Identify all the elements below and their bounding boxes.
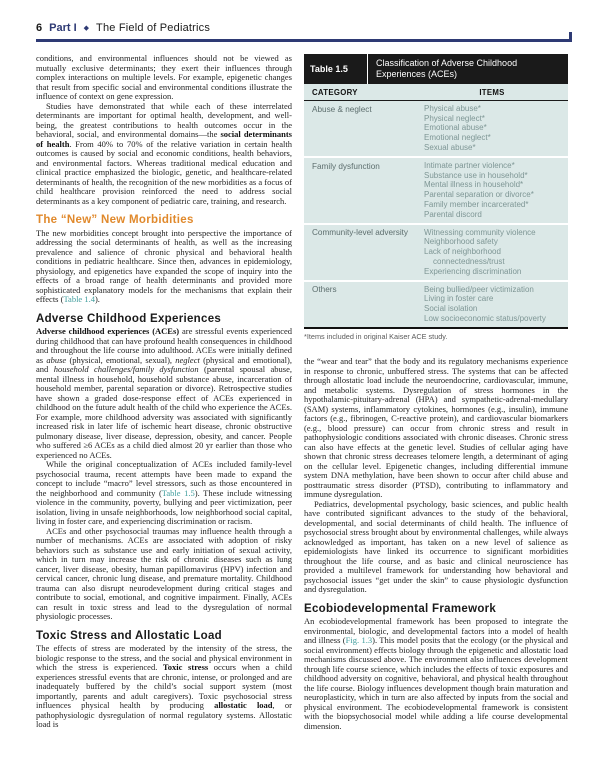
table-title: Classification of Adverse Childhood Experiences (ACEs) xyxy=(376,58,518,79)
table-item: Intimate partner violence* xyxy=(424,161,515,171)
table-item: Family member incarcerated* xyxy=(424,199,529,209)
table-footnote: *Items included in original Kaiser ACE study. xyxy=(304,332,448,342)
paragraph-pediatrics-advances: Pediatrics, developmental psychology, basic sciences, and public health have contributed significant advances to the study of the behavioral, developmental, and social determinants of child health. The influence of psychosocial stress brought about by environmental challenges, while always acknowledged as important, has taken on a new level of salience as epidemiologists have linked its occurrence to significant morbidities throughout the life course, and as basic and clinical neuroscience has provided a multilevel framework for understanding how behavioral and psychosocial issues “get under the skin” to cause physiologic dysfunction and dysregulation. xyxy=(304,498,568,595)
table-row xyxy=(304,223,568,280)
running-head xyxy=(36,22,570,34)
heading-toxic-stress: Toxic Stress and Allostatic Load xyxy=(36,629,222,642)
table-row xyxy=(304,156,568,223)
table-row xyxy=(304,101,568,156)
table-item: Social isolation xyxy=(424,304,478,314)
paragraph-toxic-stress: The effects of stress are moderated by the intensity of the stress, the biologic response to the stress, and the social and physical environment in which the stress is experienced. Toxic stress occurs when a child experiences stressful events that are chronic, intense, or prolonged and are inadequately buffered by the child’s social support system (most importantly, parents and adult caregivers). Toxic psychosocial stress influences physical health by producing allostatic load, or pathophysiologic dysregulation of normal regulatory systems. Allostatic load is xyxy=(36,643,292,729)
table-item: Substance use in household* xyxy=(424,170,528,180)
header-rule xyxy=(36,39,572,42)
table-row xyxy=(304,280,568,327)
ace-table-rows xyxy=(304,101,568,327)
table-item: Physical neglect* xyxy=(424,113,485,123)
heading-ecobiodevelopmental: Ecobiodevelopmental Framework xyxy=(304,602,497,615)
right-column xyxy=(304,54,568,731)
cross-reference-link[interactable]: Fig. 1.3 xyxy=(345,635,373,646)
heading-new-new-morbidities: The “New” New Morbidities xyxy=(36,214,194,226)
table-item: Witnessing community violence xyxy=(424,227,536,237)
paragraph-ecobiodevelopmental: An ecobiodevelopmental framework has been proposed to integrate the environmental, biologic, and developmental factors into a model of health and illness (Fig. 1.3). This model posits that the ecology (or the physical and social environment) effects biology through the epigenetic and allostatic load mechanisms discussed above. The environment also influences development through life course science, which includes the effects of toxic exposures and childhood adversity on cognitive, behavioral, and physical health throughout the life course. Biology influences development though brain maturation and neuroplasticity, which in turn are also affected by inputs from the social and physical environment. The ecobiodevelopmental framework is consistent with the biopsychosocial model while adding a life course developmental dimension. xyxy=(304,616,568,731)
table-header-bar xyxy=(304,54,568,84)
table-item: Living in foster care xyxy=(424,294,494,304)
table-cell-items xyxy=(424,161,560,219)
table-item: Parental separation or divorce* xyxy=(424,190,534,200)
paragraph-wear-and-tear: the “wear and tear” that the body and its regulatory mechanisms experience in response to chronic, unbuffered stress. The systems that can be affected through allostatic load include the neuroendocrine, cardiovascular, immune, and metabolic systems. Dysregulation of stress hormones in the hypothalamic-pituitary-adrenal (HPA) and sympathetic-adrenal-medullary (SAM) systems, inflammatory cytokines, hormones (e.g., insulin), immune factors (e.g., fibrinogen, C-reactive protein), and cardiovascular biomarkers (e.g., blood pressure) can occur from chronic stress and result in pathophysiologic conditions associated with chronic diseases. Chronic stress can also have effects at the genetic level. Studies of cellular aging have shown that chronic stress decreases telomere length, a determinant of aging on the cellular level. Epigenetic changes, including differential immune system DNA methylation, have been shown to occur after child abuse and posttraumatic stress disorder (PTSD), contributing to inflammatory and immune dysregulation. xyxy=(304,356,568,500)
table-item: Experiencing discrimination xyxy=(424,266,522,276)
paragraph-aces-definition: Adverse childhood experiences (ACEs) are stressful events experienced during childhood that can have profound health consequences in childhood and throughout the life course into adulthood. ACEs were initially defined as abuse (physical, emotional, sexual), neglect (physical and emotional), and household challenges/family dysfunction (parental spousal abuse, mental illness in household, household substance abuse, incarceration of household member, parental separation or divorce). Retrospective studies have shown a graded dose-response effect of ACEs experienced in childhood on the future adult health of the child who experience the ACEs. For example, more childhood adversity was associated with significantly increased risk in later life of ischemic heart disease, chronic obstructive pulmonary disease, liver disease, depression, obesity, and cancer. People who suffered ≥6 ACEs as a child died almost 20 yr earlier than those who experienced no ACEs. xyxy=(36,326,292,460)
paragraph-conditions: conditions, and environmental influences should not be viewed as mutually exclusive determinants; they exert their influences through complex interactions on multiple levels. For example, epigenetic changes that result from specific social and environmental conditions illustrate the influence of context on gene expression. xyxy=(36,53,292,101)
table-cell-items xyxy=(424,228,560,277)
paragraph-new-morbidities: The new morbidities concept brought into perspective the importance of addressing the social determinants of health, as well as the increasing prevalence and salience of chronic physical and behavioral health conditions in pediatric healthcare. Since then, advances in epidemiology, physiology, and epigenetics have expanded the scope of inquiry into the effects of a broad range of health determinants and provided more sophisticated explanatory models for the mechanisms that explain their effects (Table 1.4). xyxy=(36,227,292,304)
table-item: Mental illness in household* xyxy=(424,180,524,190)
column-header-category: CATEGORY xyxy=(312,88,358,97)
table-cell-category: Community-level adversity xyxy=(312,228,409,238)
table-cell-items xyxy=(424,285,560,324)
table-item: Neighborhood safety xyxy=(424,237,498,247)
page-number: 6 xyxy=(36,22,43,34)
column-header-items: ITEMS xyxy=(479,88,505,97)
diamond-icon: ◆ xyxy=(83,25,90,32)
section-title: The Field of Pediatrics xyxy=(96,22,211,34)
cross-reference-link[interactable]: Table 1.4 xyxy=(63,294,95,304)
paragraph-studies: Studies have demonstrated that while each of these interrelated determinants are important for optimal health, development, and well-being, the greatest contributions to health outcomes occur in the behavioral, social, and environmental domains—the social determinants of health. From 40% to 70% of the relative variation in certain health outcomes is caused by social and economic conditions, health behaviors, and environmental factors. Whereas traditional medical education and clinical practice emphasized the biologic, genetic, and healthcare-related determinants of health, the recognition of the new morbidities as a focus of child healthcare provision reinforced the need to address social determinants as a key component of pediatric care, training, and research. xyxy=(36,100,293,206)
table-cell-category: Abuse & neglect xyxy=(312,104,372,114)
table-body xyxy=(304,84,568,329)
paragraph-aces-mechanisms: ACEs and other psychosocial traumas may influence health through a number of mechanisms. ACEs are associated with adoption of risky behaviors such as substance use and early initiation of sexual activity, which in turn may increase the risk of chronic diseases such as lung cancer, liver disease, obesity, human papillomavirus (HPV) infection and cervical cancer, chronic lung disease, and premature mortality. Childhood trauma can also disrupt neurodevelopment during critical stages and contribute to social, emotional, and cognitive impairment. Finally, ACEs can result in toxic stress and lead to the dysregulation of normal physiologic processes. xyxy=(36,525,292,621)
table-item: Being bullied/peer victimization xyxy=(424,284,534,294)
part-label: Part I xyxy=(49,22,77,34)
table-cell-items xyxy=(424,104,560,153)
table-cell-category: Others xyxy=(312,285,337,295)
table-item: Emotional abuse* xyxy=(424,123,487,133)
cross-reference-link[interactable]: Table 1.5 xyxy=(161,487,195,498)
table-item: Parental discord xyxy=(424,209,482,219)
table-item: Low socioeconomic status/poverty xyxy=(424,313,546,323)
table-cell-category: Family dysfunction xyxy=(312,161,380,171)
paragraph-aces-expansion: While the original conceptualization of ACEs included family-level psychosocial trauma, recent attempts have been made to expand the concept to include “macro” level stressors, such as those encountered in the neighborhood and community (Table 1.5). These include witnessing violence in the community, poverty, bullying and peer victimization, peer isolation, living in unsafe neighborhoods, low neighborhood social capital, living in foster care, and experiencing discrimination or racism. xyxy=(36,459,292,526)
table-label: Table 1.5 xyxy=(304,54,368,84)
table-1-5 xyxy=(304,54,568,341)
table-column-headers xyxy=(304,84,568,101)
table-item: Lack of neighborhood connectedness/trust xyxy=(424,247,505,266)
table-item: Emotional neglect* xyxy=(424,133,491,143)
table-item: Sexual abuse* xyxy=(424,142,476,152)
table-item: Physical abuse* xyxy=(424,104,481,113)
heading-adverse-childhood-experiences: Adverse Childhood Experiences xyxy=(36,312,222,325)
left-column xyxy=(36,54,292,730)
